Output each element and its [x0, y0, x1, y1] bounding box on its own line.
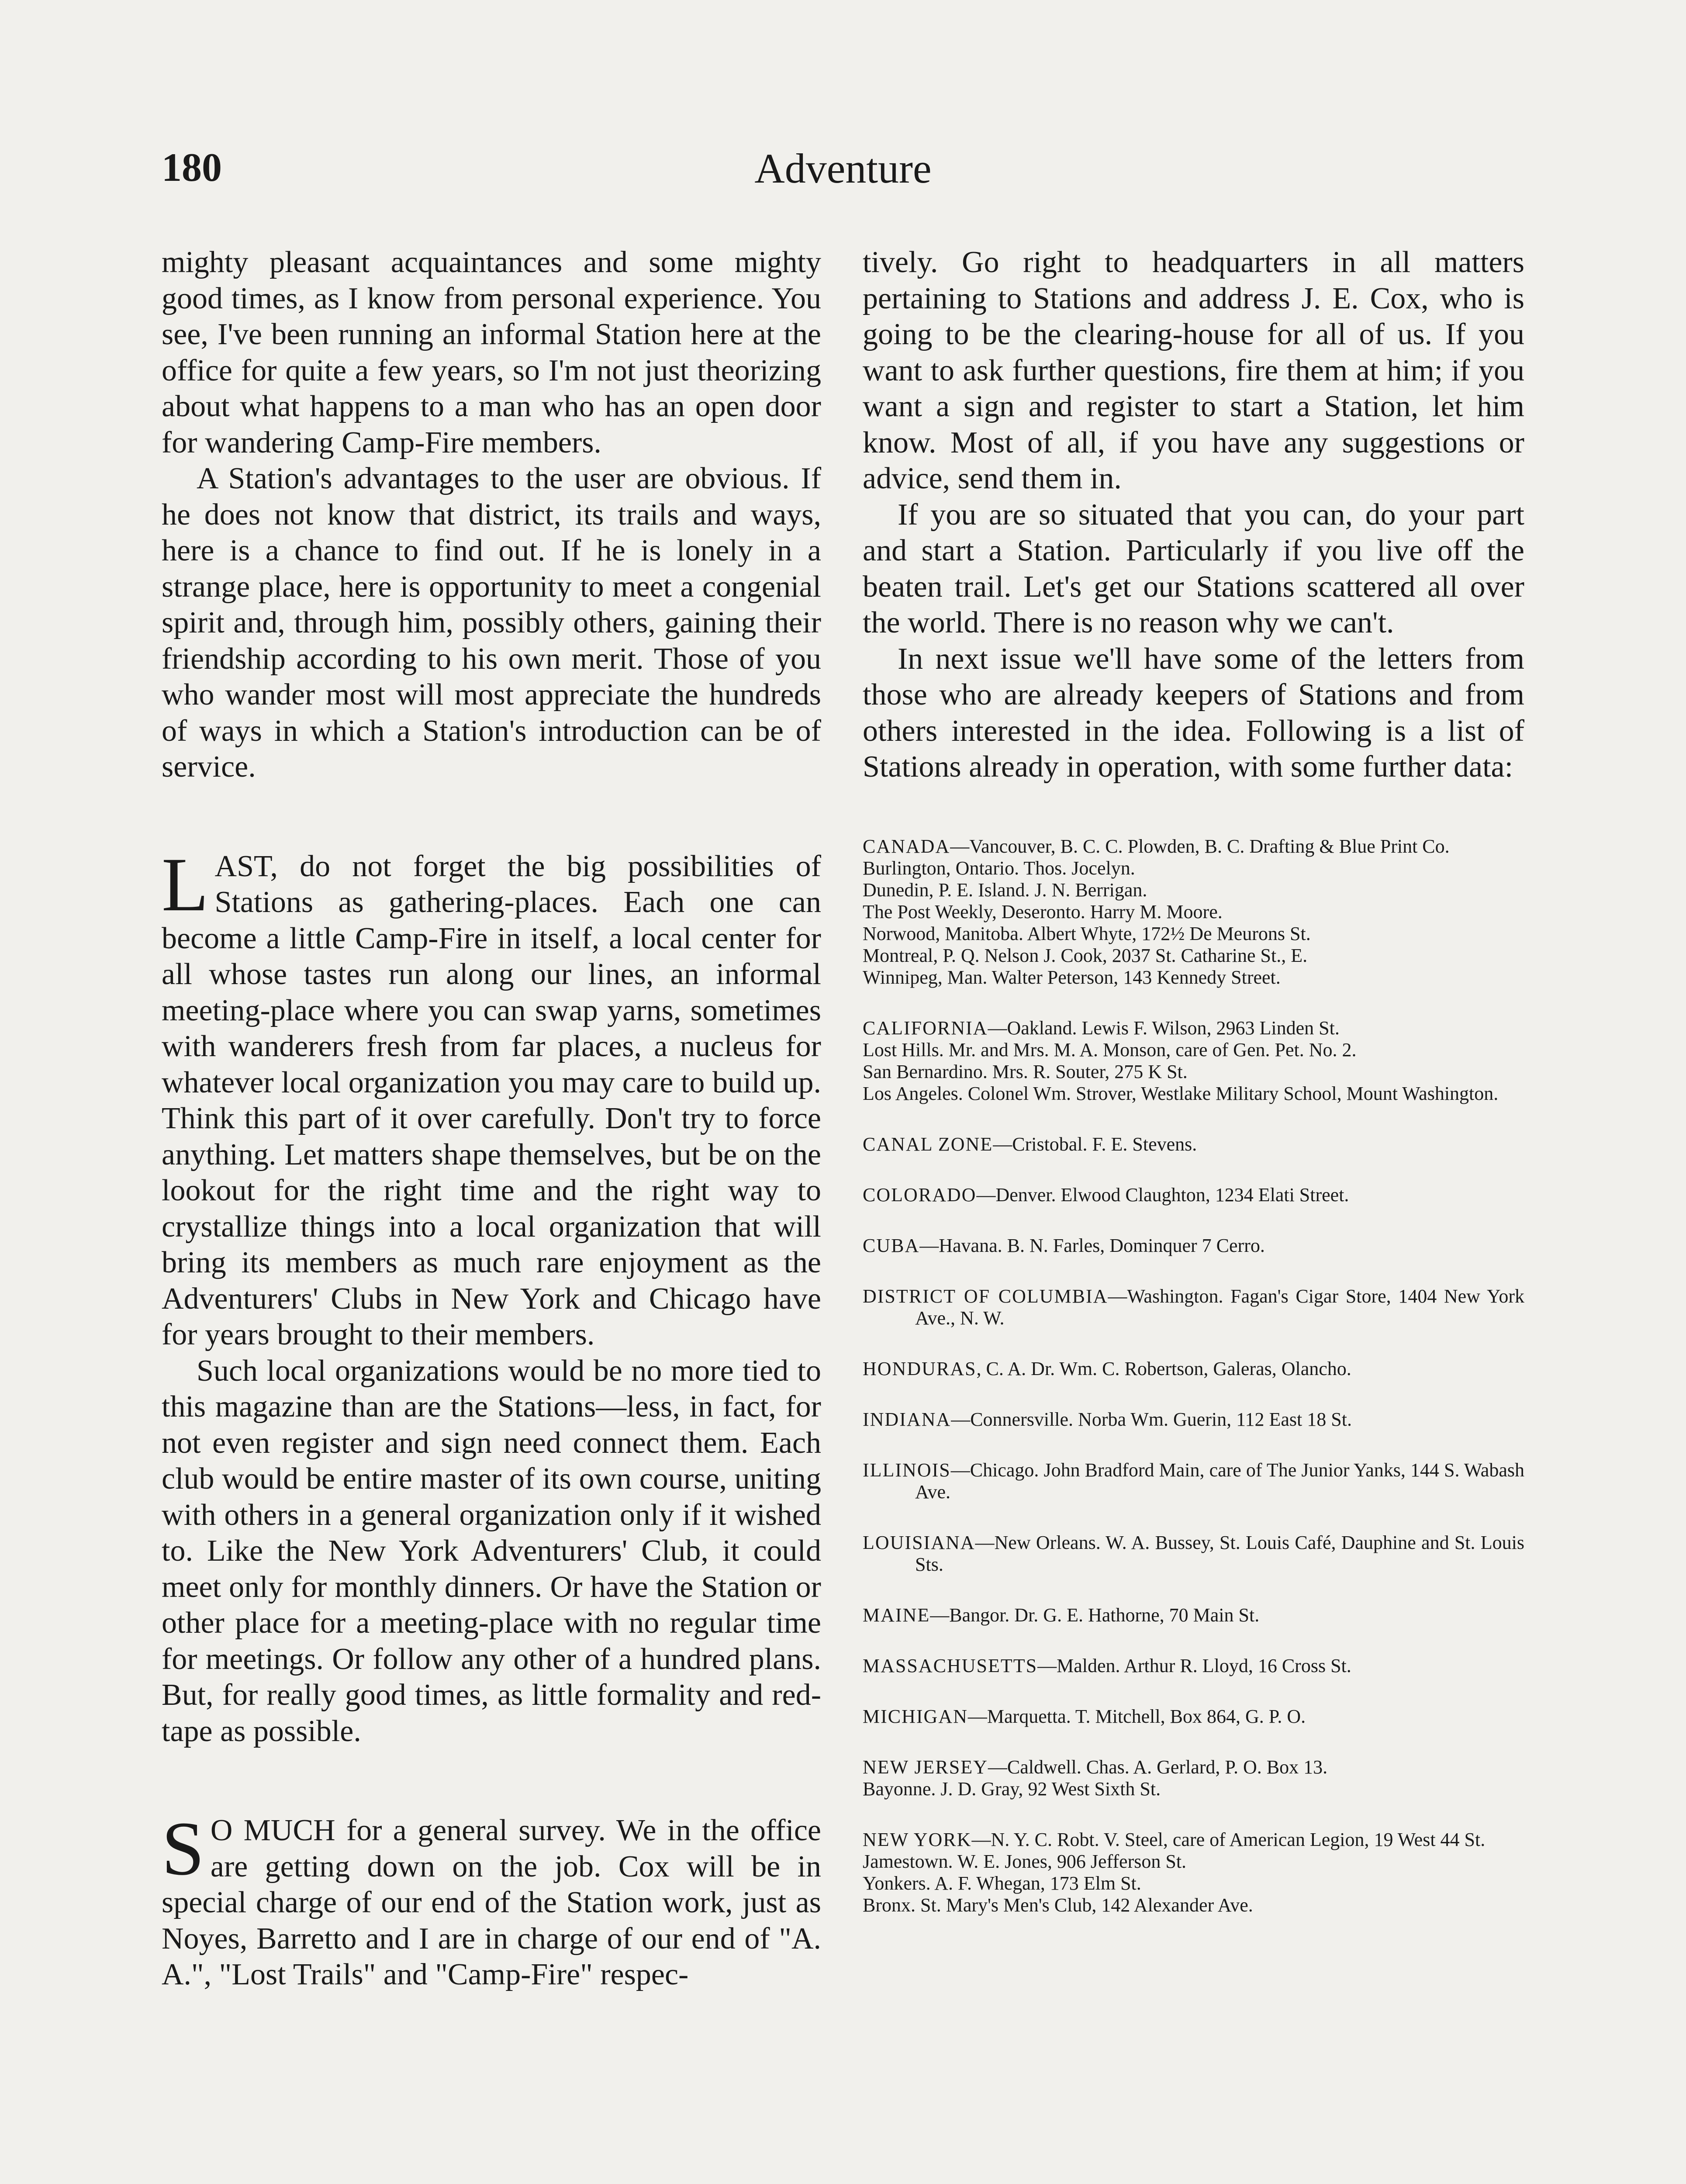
station-line: [863, 1459, 1524, 1503]
station-text: Los Angeles. Colonel Wm. Strover, Westlake Military School, Mount Washington.: [863, 1082, 1499, 1104]
station-region: MICHIGAN: [863, 1705, 968, 1727]
station-line: [863, 1061, 1524, 1083]
station-region: COLORADO: [863, 1184, 977, 1206]
station-line: [863, 857, 1524, 879]
station-region: DISTRICT OF COLUMBIA: [863, 1285, 1108, 1307]
right-column: [863, 245, 1524, 1945]
station-text: —N. Y. C. Robt. V. Steel, care of American Legion, 19 West 44 St.: [971, 1828, 1486, 1850]
station-entry: [863, 1358, 1524, 1380]
station-region: MAINE: [863, 1604, 930, 1626]
station-entry: [863, 1532, 1524, 1576]
body-paragraph: If you are so situated that you can, do your part and start a Station. Particularly if you live off the beaten trail. Let's get our Stations scattered all over the world. There is no reason why we can't.: [863, 498, 1524, 639]
station-line: [863, 1604, 1524, 1626]
section-paragraph-last: [162, 842, 821, 1353]
station-line: [863, 945, 1524, 967]
station-line: [863, 1829, 1524, 1851]
station-region: NEW JERSEY: [863, 1756, 988, 1778]
body-paragraph: In next issue we'll have some of the letters from those who are already keepers of Stations and from others interested in the idea. Following is a list of Stations already in operation, with some further data:: [863, 642, 1524, 784]
station-text: —Caldwell. Chas. A. Gerlard, P. O. Box 13.: [988, 1756, 1328, 1778]
station-entry: [863, 1655, 1524, 1677]
body-paragraph: Such local organizations would be no more tied to this magazine than are the Stations—less, in fact, for not even register and sign need connect them. Each club would be entire master of its own course, uniting with others in a general organization only if it wished to. Like the New York Adventurers' Club, it could meet only for monthly dinners. Or have the Station or other place for a meeting-place with no regular time for meetings. Or follow any other of a hundred plans. But, for really good times, as little formality and red-tape as possible.: [162, 1354, 821, 1748]
section-text: AST, do not forget the big possibilities of Stations as gathering-places. Each one can become a little Camp-Fire in itself, a local center for all whose tastes run along our lines, an informal meeting-place where you can swap yarns, sometimes with wanderers fresh from far places, a nucleus for whatever local organization you may care to build up. Think this part of it over carefully. Don't try to force anything. Let matters shape themselves, but be on the lookout for the right time and the right way to crystallize things into a local organization that will bring its members as much rare enjoyment as the Adventurers' Clubs in New York and Chicago have for years brought to their members.: [162, 849, 821, 1351]
station-text: The Post Weekly, Deseronto. Harry M. Moore.: [863, 901, 1223, 923]
station-line: [863, 1184, 1524, 1206]
station-text: —Bangor. Dr. G. E. Hathorne, 70 Main St.: [930, 1604, 1260, 1626]
station-line: [863, 1894, 1524, 1916]
station-line: [863, 1039, 1524, 1061]
left-column: [162, 245, 821, 1993]
station-text: —Connersville. Norba Wm. Guerin, 112 East 18 St.: [951, 1408, 1352, 1430]
station-line: [863, 1358, 1524, 1380]
station-line: [863, 1017, 1524, 1039]
station-text: —Cristobal. F. E. Stevens.: [993, 1133, 1197, 1155]
station-line: [863, 1235, 1524, 1257]
section-text: O MUCH for a general survey. We in the office are getting down on the job. Cox will be in special charge of our end of the Station work, just as Noyes, Barretto and I are in charge of our end of "A. A.", "Lost Trails" and "Camp-Fire" respec-: [162, 1814, 821, 1991]
station-line: [863, 1778, 1524, 1800]
station-line: [863, 923, 1524, 945]
station-line: [863, 1655, 1524, 1677]
station-entry: [863, 1286, 1524, 1329]
station-text: Bayonne. J. D. Gray, 92 West Sixth St.: [863, 1778, 1161, 1800]
body-paragraph: A Station's advantages to the user are obvious. If he does not know that district, its trails and ways, here is a chance to find out. If he is lonely in a strange place, here is opportunity to meet a congenial spirit and, through him, possibly others, gaining their friendship according to his own merit. Those of you who wander most will most appreciate the hundreds of ways in which a Station's introduction can be of service.: [162, 462, 821, 784]
station-entry: [863, 1184, 1524, 1206]
station-entry: [863, 1459, 1524, 1503]
station-line: [863, 1873, 1524, 1894]
station-line: [863, 1286, 1524, 1329]
station-line: [863, 1133, 1524, 1155]
station-text: —New Orleans. W. A. Bussey, St. Louis Café, Dauphine and St. Louis Sts.: [915, 1531, 1524, 1575]
station-text: Jamestown. W. E. Jones, 906 Jefferson St.: [863, 1850, 1187, 1872]
station-line: [863, 879, 1524, 901]
station-text: —Denver. Elwood Claughton, 1234 Elati Street.: [976, 1184, 1349, 1206]
station-region: HONDURAS: [863, 1358, 977, 1379]
station-text: Burlington, Ontario. Thos. Jocelyn.: [863, 857, 1135, 879]
station-text: —Marquetta. T. Mitchell, Box 864, G. P. O.: [967, 1705, 1306, 1727]
body-paragraph: tively. Go right to headquarters in all matters pertaining to Stations and address J. E. Cox, who is going to be the clearing-house for all of us. If you want to ask further questions, fire them at him; if you want a sign and register to start a Station, let him know. Most of all, if you have any suggestions or advice, send them in.: [863, 245, 1524, 495]
running-title: Adventure: [754, 145, 932, 192]
body-paragraph: mighty pleasant acquaintances and some mighty good times, as I know from personal experience. You see, I've been running an informal Station here at the office for quite a few years, so I'm not just theorizing about what happens to a man who has an open door for wandering Camp-Fire members.: [162, 245, 821, 460]
drop-cap: L: [162, 842, 209, 927]
station-entry: [863, 1829, 1524, 1916]
station-entry: [863, 1604, 1524, 1626]
station-region: CANAL ZONE: [863, 1133, 993, 1155]
station-text: —Havana. B. N. Farles, Dominquer 7 Cerro.: [919, 1234, 1265, 1256]
station-line: [863, 1756, 1524, 1778]
station-text: Lost Hills. Mr. and Mrs. M. A. Monson, care of Gen. Pet. No. 2.: [863, 1039, 1357, 1061]
station-text: Norwood, Manitoba. Albert Whyte, 172½ De Meurons St.: [863, 923, 1311, 944]
station-region: CANADA: [863, 835, 950, 857]
page-number: 180: [162, 145, 222, 190]
station-text: Yonkers. A. F. Whegan, 173 Elm St.: [863, 1872, 1141, 1894]
station-region: MASSACHUSETTS: [863, 1655, 1038, 1676]
station-line: [863, 967, 1524, 988]
station-text: Bronx. St. Mary's Men's Club, 142 Alexander Ave.: [863, 1894, 1253, 1916]
station-region: CALIFORNIA: [863, 1017, 988, 1039]
station-text: —Vancouver, B. C. C. Plowden, B. C. Drafting & Blue Print Co.: [950, 835, 1450, 857]
station-region: INDIANA: [863, 1408, 951, 1430]
station-line: [863, 1409, 1524, 1431]
station-region: NEW YORK: [863, 1828, 972, 1850]
section-paragraph-so: [162, 1806, 821, 1993]
station-text: San Bernardino. Mrs. R. Souter, 275 K St.: [863, 1061, 1188, 1082]
station-entry: [863, 1017, 1524, 1105]
station-text: —Chicago. John Bradford Main, care of The Junior Yanks, 144 S. Wabash Ave.: [915, 1459, 1524, 1503]
station-text: Montreal, P. Q. Nelson J. Cook, 2037 St. Catharine St., E.: [863, 944, 1308, 966]
station-text: , C. A. Dr. Wm. C. Robertson, Galeras, Olancho.: [976, 1358, 1351, 1379]
station-region: CUBA: [863, 1234, 920, 1256]
station-text: —Washington. Fagan's Cigar Store, 1404 New York Ave., N. W.: [915, 1285, 1525, 1329]
station-line: [863, 1851, 1524, 1873]
station-line: [863, 1532, 1524, 1576]
station-entry: [863, 1756, 1524, 1800]
page-header: [162, 144, 1524, 205]
station-line: [863, 1706, 1524, 1728]
station-text: Dunedin, P. E. Island. J. N. Berrigan.: [863, 879, 1147, 901]
station-list: [863, 836, 1524, 1916]
station-entry: [863, 1133, 1524, 1155]
station-text: —Oakland. Lewis F. Wilson, 2963 Linden St.: [988, 1017, 1340, 1039]
station-text: —Malden. Arthur R. Lloyd, 16 Cross St.: [1037, 1655, 1351, 1676]
station-line: [863, 901, 1524, 923]
station-entry: [863, 1706, 1524, 1728]
drop-cap: S: [162, 1806, 204, 1891]
station-region: LOUISIANA: [863, 1531, 975, 1553]
station-line: [863, 1083, 1524, 1105]
station-entry: [863, 1409, 1524, 1431]
station-line: [863, 836, 1524, 857]
station-entry: [863, 836, 1524, 988]
station-entry: [863, 1235, 1524, 1257]
station-region: ILLINOIS: [863, 1459, 951, 1481]
station-text: Winnipeg, Man. Walter Peterson, 143 Kennedy Street.: [863, 966, 1281, 988]
